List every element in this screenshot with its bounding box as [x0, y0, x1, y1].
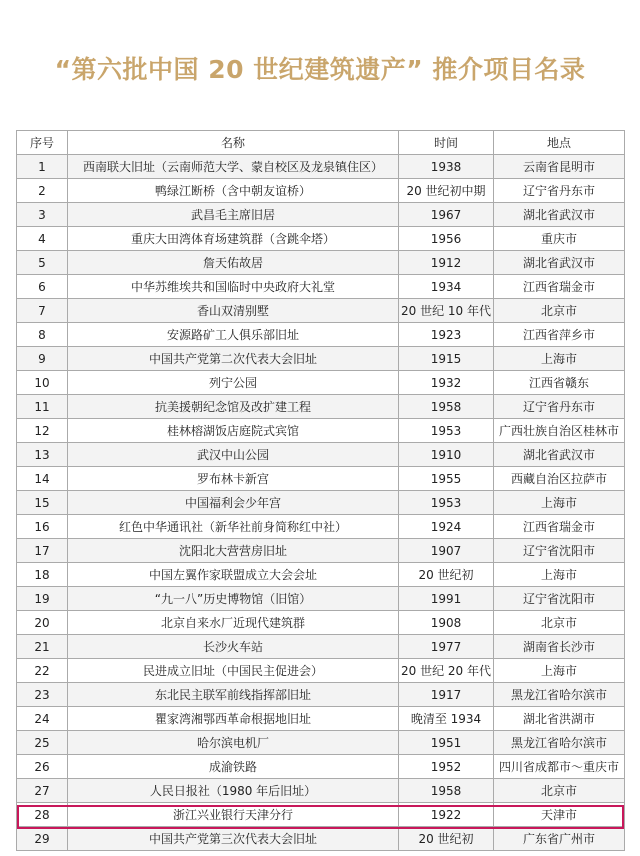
- cell-time: 1955: [399, 467, 494, 491]
- cell-index: 9: [17, 347, 68, 371]
- cell-time: 1915: [399, 347, 494, 371]
- cell-location: 湖南省长沙市: [494, 635, 625, 659]
- cell-location: 辽宁省沈阳市: [494, 587, 625, 611]
- cell-name: 哈尔滨电机厂: [68, 731, 399, 755]
- cell-name: 武昌毛主席旧居: [68, 203, 399, 227]
- cell-location: 广东省广州市: [494, 827, 625, 851]
- cell-location: 重庆市: [494, 227, 625, 251]
- cell-index: 2: [17, 179, 68, 203]
- table-row: [17, 683, 625, 707]
- cell-index: 4: [17, 227, 68, 251]
- table-row: [17, 611, 625, 635]
- cell-time: 1953: [399, 491, 494, 515]
- header-time: 时间: [399, 131, 494, 155]
- table-row: [17, 323, 625, 347]
- cell-index: 23: [17, 683, 68, 707]
- cell-time: 1908: [399, 611, 494, 635]
- cell-location: 辽宁省丹东市: [494, 395, 625, 419]
- cell-location: 江西省萍乡市: [494, 323, 625, 347]
- table-row: [17, 395, 625, 419]
- heritage-table: [16, 130, 625, 851]
- cell-location: 北京市: [494, 779, 625, 803]
- cell-name: 浙江兴业银行天津分行: [68, 803, 399, 827]
- cell-location: 江西省瑞金市: [494, 275, 625, 299]
- table-row: [17, 515, 625, 539]
- cell-location: 天津市: [494, 803, 625, 827]
- table-header-row: [17, 131, 625, 155]
- cell-location: 江西省瑞金市: [494, 515, 625, 539]
- cell-time: 1923: [399, 323, 494, 347]
- cell-index: 5: [17, 251, 68, 275]
- table-row: [17, 179, 625, 203]
- cell-index: 22: [17, 659, 68, 683]
- table-row: [17, 635, 625, 659]
- table-row: [17, 707, 625, 731]
- cell-index: 17: [17, 539, 68, 563]
- cell-index: 6: [17, 275, 68, 299]
- cell-name: 中国福利会少年宫: [68, 491, 399, 515]
- cell-time: 晚清至 1934: [399, 707, 494, 731]
- cell-name: 中国共产党第三次代表大会旧址: [68, 827, 399, 851]
- cell-name: 抗美援朝纪念馆及改扩建工程: [68, 395, 399, 419]
- cell-name: 成渝铁路: [68, 755, 399, 779]
- cell-index: 10: [17, 371, 68, 395]
- cell-name: 西南联大旧址（云南师范大学、蒙自校区及龙泉镇住区）: [68, 155, 399, 179]
- cell-time: 1932: [399, 371, 494, 395]
- cell-time: 20 世纪初中期: [399, 179, 494, 203]
- cell-name: 人民日报社（1980 年后旧址）: [68, 779, 399, 803]
- cell-name: 鸭绿江断桥（含中朝友谊桥）: [68, 179, 399, 203]
- cell-name: 中国左翼作家联盟成立大会会址: [68, 563, 399, 587]
- cell-location: 湖北省武汉市: [494, 443, 625, 467]
- cell-index: 24: [17, 707, 68, 731]
- header-location: 地点: [494, 131, 625, 155]
- cell-name: 重庆大田湾体育场建筑群（含跳伞塔）: [68, 227, 399, 251]
- cell-time: 1922: [399, 803, 494, 827]
- cell-index: 18: [17, 563, 68, 587]
- cell-name: 武汉中山公园: [68, 443, 399, 467]
- cell-index: 15: [17, 491, 68, 515]
- cell-name: “九一八”历史博物馆（旧馆）: [68, 587, 399, 611]
- cell-location: 北京市: [494, 299, 625, 323]
- cell-time: 20 世纪 20 年代: [399, 659, 494, 683]
- cell-location: 辽宁省沈阳市: [494, 539, 625, 563]
- cell-index: 26: [17, 755, 68, 779]
- table-row: [17, 491, 625, 515]
- cell-name: 列宁公园: [68, 371, 399, 395]
- cell-index: 28: [17, 803, 68, 827]
- cell-time: 1958: [399, 779, 494, 803]
- cell-index: 12: [17, 419, 68, 443]
- cell-location: 上海市: [494, 347, 625, 371]
- cell-name: 中华苏维埃共和国临时中央政府大礼堂: [68, 275, 399, 299]
- table-row: [17, 347, 625, 371]
- table-row: [17, 371, 625, 395]
- cell-time: 1912: [399, 251, 494, 275]
- cell-location: 云南省昆明市: [494, 155, 625, 179]
- cell-time: 1934: [399, 275, 494, 299]
- table-row: [17, 275, 625, 299]
- cell-name: 安源路矿工人俱乐部旧址: [68, 323, 399, 347]
- cell-time: 20 世纪 10 年代: [399, 299, 494, 323]
- table-row: [17, 299, 625, 323]
- cell-index: 7: [17, 299, 68, 323]
- table-row: [17, 563, 625, 587]
- cell-time: 1967: [399, 203, 494, 227]
- cell-time: 1924: [399, 515, 494, 539]
- table-row: [17, 803, 625, 827]
- table-row: [17, 731, 625, 755]
- table-row: [17, 251, 625, 275]
- cell-time: 1907: [399, 539, 494, 563]
- cell-name: 北京自来水厂近现代建筑群: [68, 611, 399, 635]
- cell-location: 辽宁省丹东市: [494, 179, 625, 203]
- cell-name: 中国共产党第二次代表大会旧址: [68, 347, 399, 371]
- table-row: [17, 659, 625, 683]
- cell-name: 香山双清别墅: [68, 299, 399, 323]
- table-row: [17, 467, 625, 491]
- table-row: [17, 587, 625, 611]
- header-name: 名称: [68, 131, 399, 155]
- cell-location: 湖北省武汉市: [494, 251, 625, 275]
- cell-time: 1917: [399, 683, 494, 707]
- cell-index: 8: [17, 323, 68, 347]
- cell-index: 13: [17, 443, 68, 467]
- table-row: [17, 227, 625, 251]
- cell-time: 1956: [399, 227, 494, 251]
- cell-name: 长沙火车站: [68, 635, 399, 659]
- cell-name: 红色中华通讯社（新华社前身简称红中社）: [68, 515, 399, 539]
- cell-time: 20 世纪初: [399, 563, 494, 587]
- cell-time: 1958: [399, 395, 494, 419]
- cell-name: 沈阳北大营营房旧址: [68, 539, 399, 563]
- cell-name: 民进成立旧址（中国民主促进会）: [68, 659, 399, 683]
- cell-time: 20 世纪初: [399, 827, 494, 851]
- cell-index: 21: [17, 635, 68, 659]
- cell-location: 西藏自治区拉萨市: [494, 467, 625, 491]
- table-row: [17, 155, 625, 179]
- cell-index: 29: [17, 827, 68, 851]
- cell-time: 1952: [399, 755, 494, 779]
- table-row: [17, 755, 625, 779]
- cell-time: 1953: [399, 419, 494, 443]
- table-body: [17, 155, 625, 851]
- cell-index: 19: [17, 587, 68, 611]
- cell-location: 上海市: [494, 659, 625, 683]
- cell-index: 11: [17, 395, 68, 419]
- cell-location: 北京市: [494, 611, 625, 635]
- table-row: [17, 443, 625, 467]
- cell-index: 14: [17, 467, 68, 491]
- cell-location: 上海市: [494, 563, 625, 587]
- cell-index: 25: [17, 731, 68, 755]
- cell-location: 江西省赣东: [494, 371, 625, 395]
- cell-time: 1910: [399, 443, 494, 467]
- cell-location: 湖北省武汉市: [494, 203, 625, 227]
- cell-time: 1977: [399, 635, 494, 659]
- cell-location: 上海市: [494, 491, 625, 515]
- cell-index: 16: [17, 515, 68, 539]
- cell-name: 东北民主联军前线指挥部旧址: [68, 683, 399, 707]
- cell-index: 20: [17, 611, 68, 635]
- cell-name: 罗布林卡新宫: [68, 467, 399, 491]
- cell-location: 广西壮族自治区桂林市: [494, 419, 625, 443]
- cell-name: 詹天佑故居: [68, 251, 399, 275]
- cell-location: 四川省成都市～重庆市: [494, 755, 625, 779]
- table-row: [17, 779, 625, 803]
- page-title: “第六批中国 20 世纪建筑遗产” 推介项目名录: [54, 55, 586, 84]
- cell-index: 1: [17, 155, 68, 179]
- cell-time: 1938: [399, 155, 494, 179]
- table-row: [17, 539, 625, 563]
- cell-name: 桂林榕湖饭店庭院式宾馆: [68, 419, 399, 443]
- cell-index: 27: [17, 779, 68, 803]
- header-index: 序号: [17, 131, 68, 155]
- cell-location: 黑龙江省哈尔滨市: [494, 683, 625, 707]
- table-row: [17, 203, 625, 227]
- cell-time: 1991: [399, 587, 494, 611]
- table-row: [17, 827, 625, 851]
- cell-location: 黑龙江省哈尔滨市: [494, 731, 625, 755]
- cell-location: 湖北省洪湖市: [494, 707, 625, 731]
- cell-name: 瞿家湾湘鄂西革命根据地旧址: [68, 707, 399, 731]
- cell-time: 1951: [399, 731, 494, 755]
- cell-index: 3: [17, 203, 68, 227]
- table-row: [17, 419, 625, 443]
